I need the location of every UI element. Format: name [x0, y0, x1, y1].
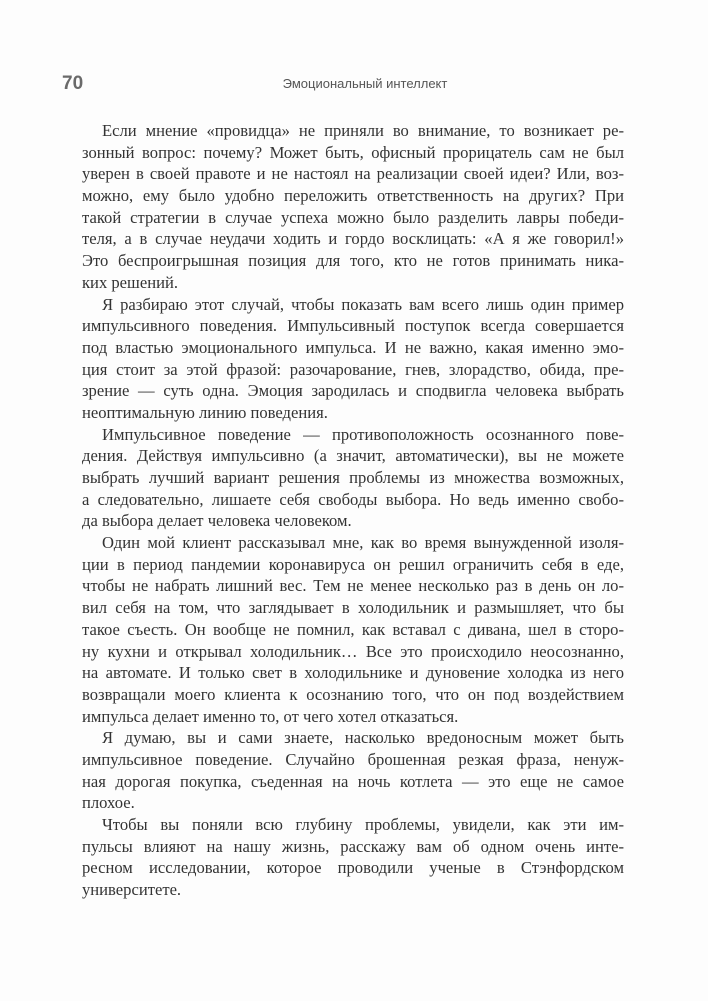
text-line: такой стратегии в случае успеха можно было разделить лавры победи- [82, 207, 624, 227]
text-line: теля, а в случае неудачи ходить и гордо восклицать: «А я же говорил!» [82, 229, 624, 249]
text-line: можно, ему было удобно переложить ответственность на других? При [82, 186, 624, 206]
text-line: импульсивное поведение. Случайно брошенная резкая фраза, ненуж- [82, 749, 624, 769]
running-title: Эмоциональный интеллект [282, 76, 448, 91]
text-line: такое съесть. Он вообще не помнил, как вставал с дивана, шел в сторо- [82, 619, 624, 639]
text-line: Я разбираю этот случай, чтобы показать вам всего лишь один пример [102, 294, 624, 314]
text-line: Чтобы вы поняли всю глубину проблемы, увидели, как эти им- [102, 815, 624, 834]
text-line: Импульсивное поведение — противоположность осознанного пове- [102, 424, 624, 444]
paragraph [82, 294, 624, 424]
paragraph [82, 120, 624, 294]
text-line: ная дорогая покупка, съеденная на ночь котлета — это еще не самое [82, 771, 624, 791]
body-text [82, 120, 624, 901]
text-line: Я думаю, вы и сами знаете, насколько вредоносным может быть [102, 728, 624, 748]
text-line: ция стоит за этой фразой: разочарование, гнев, злорадство, обида, пре- [82, 359, 624, 379]
text-line: Это беспроигрышная позиция для того, кто не готов принимать ника- [82, 251, 624, 271]
text-line: на автомате. И только свет в холодильнике и дуновение холодка из него [82, 663, 624, 683]
text-line: Один мой клиент рассказывал мне, как во время вынужденной изоля- [102, 533, 624, 553]
text-line: зрение — суть одна. Эмоция зародилась и сподвигла человека выбрать [82, 381, 624, 401]
text-line: уверен в своей правоте и не настоял на реализации своей идеи? Или, воз- [82, 164, 624, 184]
text-line: университете. [82, 880, 182, 900]
text-line: зонный вопрос: почему? Может быть, офисный прорицатель сам не был [82, 142, 624, 162]
text-line: чтобы не набрать лишний вес. Тем не менее несколько раз в день он ло- [82, 576, 624, 596]
text-line: дения. Действуя импульсивно (а значит, автоматически), вы не можете [82, 446, 624, 466]
text-line: плохое. [82, 793, 135, 813]
text-line: импульса делает именно то, от чего хотел отказаться. [82, 706, 459, 726]
paragraph [82, 727, 624, 814]
paragraph [82, 814, 624, 901]
text-line: импульсивного поведения. Импульсивный поступок всегда совершается [82, 316, 624, 336]
paragraph [82, 532, 624, 727]
text-line: неоптимальную линию поведения. [82, 402, 328, 422]
text-line: выбрать лучший вариант решения проблемы из множества возможных, [82, 468, 624, 487]
text-line: ну кухни и открывал холодильник… Все это происходило неосознанно, [82, 641, 624, 661]
text-line: под властью эмоционального импульса. И не важно, какая именно эмо- [82, 337, 624, 357]
text-line: ции в период пандемии коронавируса он решил ограничить себя в еде, [82, 554, 624, 574]
text-line: Если мнение «провидца» не приняли во внимание, то возникает ре- [102, 121, 624, 140]
page-number: 70 [62, 73, 84, 94]
text-line: да выбора делает человека человеком. [82, 511, 352, 531]
paragraph [82, 424, 624, 532]
text-line: пульсы влияют на нашу жизнь, расскажу вам об одном очень инте- [82, 836, 624, 856]
text-line: ких решений. [82, 272, 178, 292]
text-line: а следовательно, лишаете себя свободы выбора. Но ведь именно свобо- [82, 489, 624, 509]
text-line: ресном исследовании, которое проводили ученые в Стэнфордском [82, 858, 624, 878]
text-line: вил себя на том, что заглядывает в холодильник и размышляет, что бы [82, 598, 624, 618]
text-line: возвращали моего клиента к осознанию того, что он под воздействием [82, 684, 624, 704]
